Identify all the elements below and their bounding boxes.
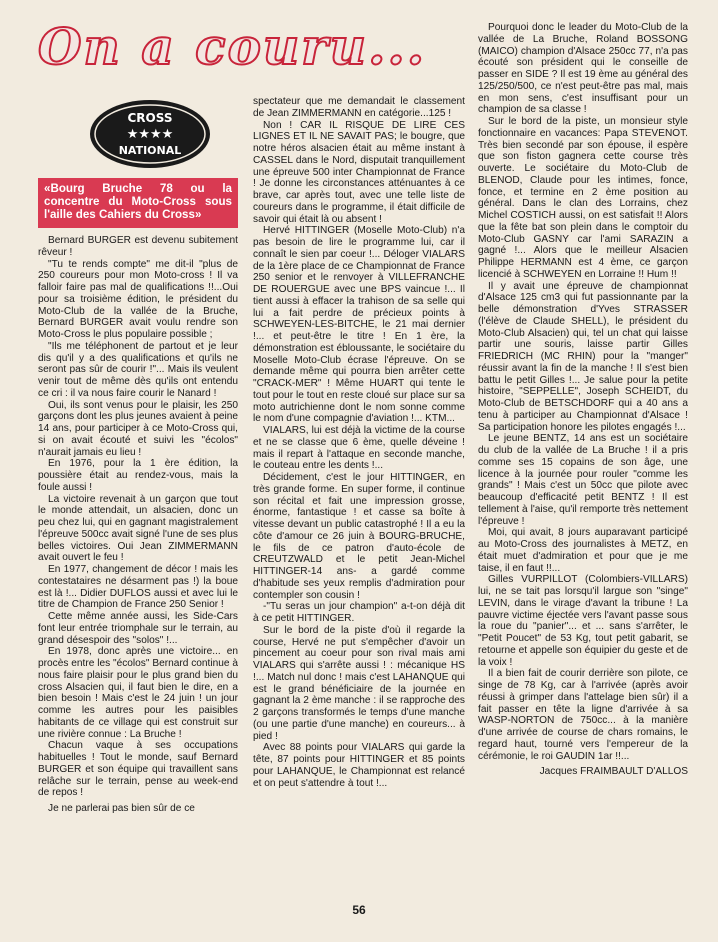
paragraph: Sur le bord de la piste, un monsieur style fonctionnaire en vacances: Papa STEVENOT. Très bien secondé par son épouse, il espère que son fiston gagnera cette course très ouverte. Le sociétaire du Moto-Club de BLENOD, Claude pour les intimes, fonce, fonce, et termine en 2 ème position au général. Dans le clan des Lorrains, chez Michel COSTICH aussi, on est satisfait !! Alors que la fête bat son plein dans le comptoir du Moto-Club GASNY car l'ami SARAZIN a gagné !... Alors que le meilleur Alsacien Philippe HERMANN est 4 ème, ce garçon licencié à SCHWEYEN en Lorraine !! Hum !! — [478, 116, 688, 280]
intro-banner: «Bourg Bruche 78 ou la concentre du Moto-Cross sous l'aille des Cahiers du Cross» — [38, 178, 238, 228]
paragraph: Il y avait une épreuve de championnat d'Alsace 125 cm3 qui fut passionnante par la belle démonstration d'Yves STRASSER (l'élève de Claude SHELL), le président du Moto-Club Alsacien) qui, tel un chat qui laisse partir une souris, laisse partir Gilles FRIEDRICH (MC RHIN) pour la "manger" réussir avant la fin de la manche ! Il s'est bien battu le petit Gilles !... Je salue pour la petite histoire, "SEPPELLE", Joseph SCHEIDT, du Moto-Club de BETSCHDORF qui a 40 ans a tenu à participer au Championnat d'Alsace ! Sa participation honore les pilotes engagés !... — [478, 280, 688, 433]
paragraph: Moi, qui avait, 8 jours auparavant participé au Moto-Cross des journalistes à METZ, en était muet d'admiration et pour que je me taise, il en faut !!... — [478, 527, 688, 574]
paragraph: spectateur que me demandait le classement de Jean ZIMMERMANN en catégorie...125 ! — [253, 96, 465, 119]
paragraph: En 1978, donc après une victoire... en procès entre les "écolos" Bernard continue à nous faire plaisir pour le plus grand bien du cross Alsacien qui, il faut bien le dire, en a bien besoin ! Mais c'est le 24 juin ! un jour comme les autres pour les paisibles habitants de ce village qui est construit sur une rivière connue : La Bruche ! — [38, 646, 238, 740]
paragraph: "Tu te rends compte" me dit-il "plus de 250 coureurs pour mon Moto-cross ! Il va falloir faire pas mal de qualifications !!...Oui pour sa troisième édition, le président du Moto-Club de la vallée de la Bruche, Bernard BURGER avait voulu rendre son Moto-Cross le plus populaire possible ; — [38, 258, 238, 340]
paragraph: Non ! CAR IL RISQUE DE LIRE CES LIGNES ET IL NE SAVAIT PAS; le bougre, que notre héros alsacien était au même instant à CASSEL dans le Nord, disputait tranquillement une épreuve 500 inter Championnat de France ! Je donne les circonstances atténuantes à ce brave, car après tout, avec une telle liste de coureurs dans le programme, il était difficile de savoir qui était là ou absent ! — [253, 119, 465, 225]
article-column-1 — [38, 235, 238, 885]
headline: On a couru... — [38, 17, 427, 76]
paragraph: Oui, ils sont venus pour le plaisir, les 250 garçons dont les plus jeunes avaient à peine 14 ans, pour participer à ce Moto-Cross qui, si on avait écouté et suivi les "écolos" n'aurait jamais eu lieu ! — [38, 399, 238, 458]
paragraph: Je ne parlerai pas bien sûr de ce — [48, 803, 195, 814]
paragraph: En 1976, pour la 1 ère édition, la poussière était au rendez-vous, mais la foule aussi ! — [38, 458, 238, 493]
paragraph: Bernard BURGER est devenu subitement rêveur ! — [38, 235, 238, 258]
cross-national-logo — [88, 98, 212, 170]
paragraph: Sur le bord de la piste d'où il regarde la course, Hervé ne put s'empêcher d'avoir un pincement au coeur pour son rival mais ami VIALARS qui s'arrête aussi ! : mécanique HS !... Match nul donc ! mais c'est LAHANQUE qui est le grand bénéficiaire de la journée en gagnant la 2 ème manche : il se rapproche des 2 garçons transformés le temps d'une manche (ou une partie d'une manche) en coureurs... à pied ! — [253, 624, 465, 742]
paragraph: Le jeune BENTZ, 14 ans est un sociétaire du club de la vallée de La Bruche ! il a pris comme ses 15 copains de son âge, une licence à la journée pour rouler "comme les grands" ! Mais c'est un 50cc que pilote avec beaucoup d'efficacité petit BENTZ ! Il est tellement à l'aise, qu'il remporte très nettement l'épreuve ! — [478, 433, 688, 527]
page-number: 56 — [352, 903, 366, 917]
paragraph: "Ils me téléphonent de partout et je leur dis qu'il y a des qualifications et qu'ils ne seront pas sûr de courir !"... Mais ils veulent venir tout de même dès qu'ils ont entendu ce cri : il va nous faire courir le Nanard ! — [38, 340, 238, 399]
paragraph: En 1977, changement de décor ! mais les contestataires ne désarment pas !) la boue est là !... Didier DUFLOS aussi et avec lui le titre de Champion de France 250 Senior ! — [38, 564, 238, 611]
badge-line2: NATIONAL — [118, 144, 182, 157]
paragraph: La victoire revenait à un garçon que tout le monde attendait, un alsacien, donc un peu chez lui, qui en gagnant magistralement l'épreuve 500cc avait signé l'une de ses plus belles victoires. Oui Jean ZIMMERMANN avait ouvert le feu ! — [38, 493, 238, 564]
paragraph: -"Tu seras un jour champion" a-t-on déjà dit à ce petit HITTINGER. — [253, 601, 465, 624]
paragraph: Avec 88 points pour VIALARS qui garde la tête, 87 points pour HITTINGER et 85 points pour LAHANQUE, le Championnat est relancé et on peut s'attendre à tout !... — [253, 742, 465, 789]
article-column-3 — [478, 22, 688, 886]
paragraph: Hervé HITTINGER (Moselle Moto-Club) n'a pas besoin de lire le programme lui, car il connaît le sien par coeur !... Déloger VIALARS de la 1ère place de ce Championnat de France 250 senior et le renvoyer à VILLEFRANCHE DE ROUERGUE avec une BPS vaincue !... Il tient aussi à effacer la trahison de sa selle qui lui a fait perdre de précieux points à SCHWEYEN-LES-BITCHE, le 21 mai dernier !... et peut-être le titre ! En 1 ère, la démonstration est ébloussante, le sociétaire du Moselle Moto-Club écrase l'épreuve. On se demande même qui pourra bien arrêter cette "CRACK-MER" ! Même HUART qui tente le tout pour le tout en reste cloué sur place sur sa moto autrichienne dont le nom sonne comme le nom d'une compagnie d'aviation !... KTM... — [253, 225, 465, 425]
paragraph: Décidement, c'est le jour HITTINGER, en très grande forme. En super forme, il continue son récital et fait une impression grosse, énorme, fantastique ! et casse sa boîte à vitesse devant un public catastrophé ! Il a eu la côte d'amour ce 26 juin à BOURG-BRUCHE, le fils de ce patron d'auto-école de CREUTZWALD et le petit Jean-Michel HITTINGER-14 ans- a gardé comme d'habitude ses yeux remplis d'admiration pour contempler son cousin ! — [253, 472, 465, 601]
paragraph: Chacun vaque à ses occupations habituelles ! Tout le monde, sauf Bernard BURGER et son équipe qui travaillent sans relâche sur le terrain, pense au week-end de repos ! — [38, 740, 238, 799]
paragraph: Pourquoi donc le leader du Moto-Club de la vallée de La Bruche, Roland BOSSONG (MAICO) champion d'Alsace 250cc 77, n'a pas écouté son président qui le conseille de passer en SIDE ? Il est 19 ème au général des 125/250/500, ce n'est peut-être pas mal, mais en mon sens, c'est insuffisant pour un champion de sa classe ! — [478, 22, 688, 116]
paragraph: Gilles VURPILLOT (Colombiers-VILLARS) lui, ne se tait pas lorsqu'il largue son "singe" LEVIN, dans le virage d'avant la tribune ! La pauvre victime éjectée vers l'avant passe sous la roue du "panier"... et ... sans s'arrêter, le "Petit Poucet" de 53 Kg, tout petit gabarit, se retourne et appelle son équipier du geste et de la voix ! — [478, 574, 688, 668]
paragraph: Il a bien fait de courir derrière son pilote, ce singe de 78 Kg, car à l'arrivée (après avoir réussi à grimper dans l'attelage bien sûr) il a fait passer en tête la ligne d'arrivée à sa WASP-NORTON de 750cc... à la manière d'une arrivée de course de chars romains, le regard haut, tourné vers l'empereur de la cérémonie, le roi GAUDIN 1ar !!... — [478, 668, 688, 762]
author-signature: Jacques FRAIMBAULT D'ALLOS — [539, 766, 688, 778]
article-column-2 — [253, 96, 465, 886]
paragraph: VIALARS, lui est déjà la victime de la course et ne se classe que 6 ème, quelle déveine ! mais il repart à l'attaque en seconde manche, le couteau entre les dents !... — [253, 425, 465, 472]
badge-stars: ★★★★ — [126, 127, 174, 142]
badge-line1: CROSS — [127, 111, 173, 125]
paragraph: Cette même année aussi, les Side-Cars font leur entrée triomphale sur le terrain, au grand désespoir des "solos" !... — [38, 611, 238, 646]
